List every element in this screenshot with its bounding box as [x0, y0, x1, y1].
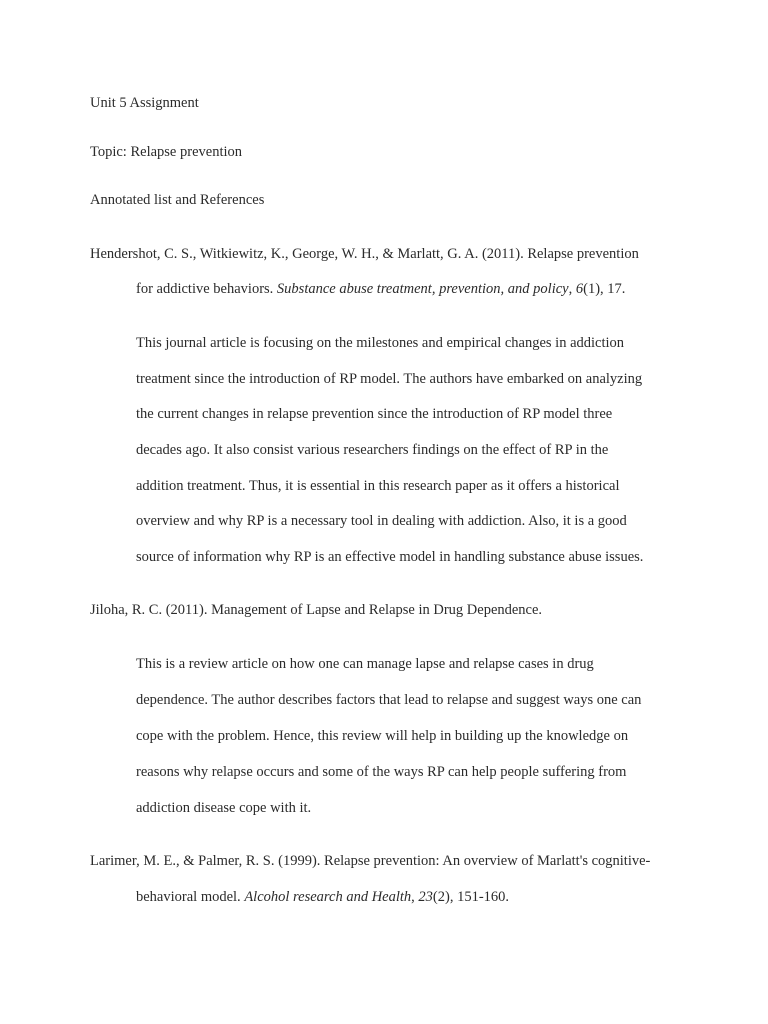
annotation-2-line-5: addiction disease cope with it. — [136, 800, 312, 816]
annotation-2-line-3: cope with the problem. Hence, this review will help in building up the knowledge on — [136, 728, 629, 744]
reference-3-line-1: Larimer, M. E., & Palmer, R. S. (1999). Relapse prevention: An overview of Marlatt's cognitive- — [90, 853, 651, 869]
reference-3-tail: (2), 151-160. — [432, 889, 510, 905]
reference-1-line-1: Hendershot, C. S., Witkiewitz, K., George, W. H., & Marlatt, G. A. (2011). Relapse prevention — [90, 246, 639, 262]
section-heading: Annotated list and References — [90, 192, 265, 208]
reference-1-prefix: for addictive behaviors. — [136, 281, 277, 297]
reference-3-volume: 23 — [418, 889, 433, 905]
annotation-1-line-1: This journal article is focusing on the milestones and empirical changes in addiction — [136, 335, 625, 351]
reference-2-line-1: Jiloha, R. C. (2011). Management of Lapse and Relapse in Drug Dependence. — [90, 602, 543, 618]
annotation-1-line-5: addition treatment. Thus, it is essential in this research paper as it offers a historical — [136, 478, 620, 494]
reference-1-volume: 6 — [575, 281, 584, 297]
annotation-2-line-2: dependence. The author describes factors that lead to relapse and suggest ways one can — [136, 692, 642, 708]
annotation-1-line-2: treatment since the introduction of RP model. The authors have embarked on analyzing — [136, 371, 643, 387]
reference-3-line-2 — [136, 888, 509, 906]
annotation-1-line-4: decades ago. It also consist various researchers findings on the effect of RP in the — [136, 442, 609, 458]
topic-line: Topic: Relapse prevention — [90, 144, 242, 160]
annotation-1-line-3: the current changes in relapse prevention since the introduction of RP model three — [136, 406, 613, 422]
assignment-title: Unit 5 Assignment — [90, 95, 199, 111]
annotation-1-line-6: overview and why RP is a necessary tool in dealing with addiction. Also, it is a good — [136, 513, 627, 529]
reference-3-prefix: behavioral model. — [136, 889, 245, 905]
annotation-1-line-7: source of information why RP is an effective model in handling substance abuse issues. — [136, 549, 644, 565]
reference-3-journal: Alcohol research and Health — [244, 889, 412, 905]
reference-1-line-2 — [136, 280, 625, 298]
reference-3-sep: , — [411, 889, 419, 905]
reference-1-journal: Substance abuse treatment, prevention, and policy — [276, 281, 569, 297]
reference-1-sep: , — [568, 281, 576, 297]
reference-1-tail: (1), 17. — [583, 281, 626, 297]
annotation-2-line-4: reasons why relapse occurs and some of the ways RP can help people suffering from — [136, 764, 627, 780]
annotation-2-line-1: This is a review article on how one can manage lapse and relapse cases in drug — [136, 656, 594, 672]
